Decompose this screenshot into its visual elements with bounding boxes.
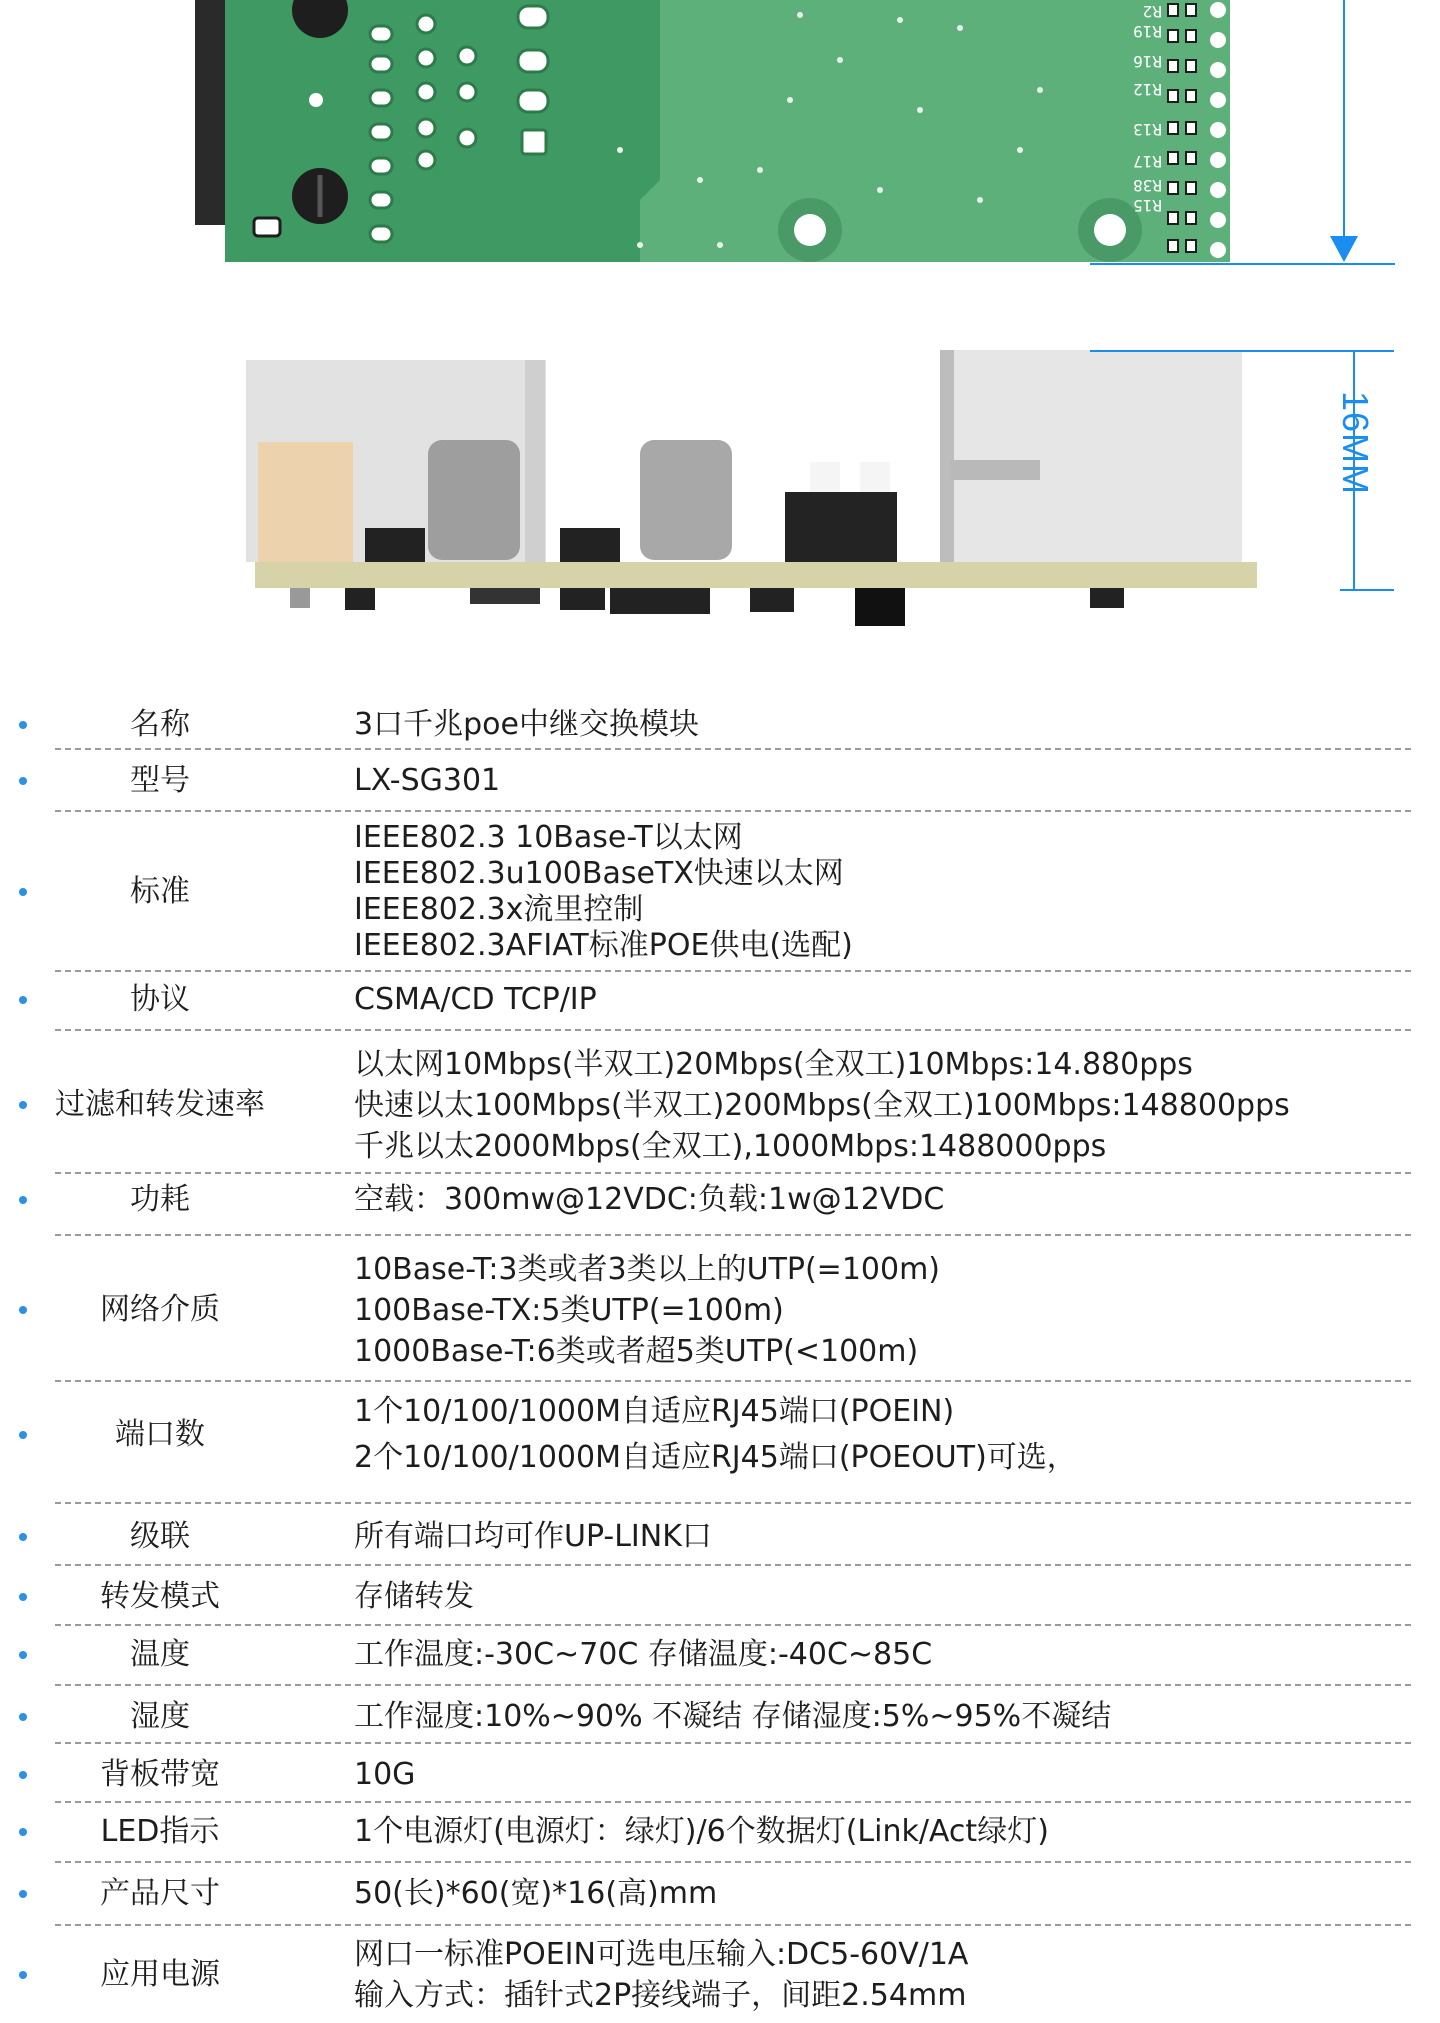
spec-value-line: 以太网10Mbps(半双工)20Mbps(全双工)10Mbps:14.880pps — [354, 1046, 1193, 1082]
row-divider — [55, 1624, 1411, 1626]
row-bullet — [19, 1971, 27, 1979]
spec-value — [354, 1182, 1420, 1218]
row-divider — [55, 1234, 1411, 1236]
row-bullet — [19, 1533, 27, 1541]
row-divider — [55, 1502, 1411, 1504]
spec-value-line: 工作温度:-30C~70C 存储温度:-40C~85C — [354, 1637, 933, 1672]
spec-label: 过滤和转发速率 — [55, 1087, 265, 1122]
spec-value-line: IEEE802.3AFIAT标准POE供电(选配) — [354, 928, 853, 963]
spec-value — [354, 820, 1420, 964]
spec-value — [354, 763, 1420, 799]
spec-value-line: 所有端口均可作UP-LINK口 — [354, 1519, 712, 1554]
spec-label: 网络介质 — [100, 1292, 220, 1327]
spec-label: LED指示 — [100, 1814, 220, 1849]
silk-r38: R38 — [1133, 176, 1162, 195]
spec-value-line: IEEE802.3x流里控制 — [354, 892, 644, 927]
spec-value-line: 快速以太100Mbps(半双工)200Mbps(全双工)100Mbps:148800pps — [354, 1087, 1290, 1123]
row-divider — [55, 810, 1411, 812]
spec-value-line: IEEE802.3u100BaseTX快速以太网 — [354, 856, 844, 891]
spec-value-line: 10G — [354, 1757, 416, 1792]
spec-label: 转发模式 — [100, 1579, 220, 1614]
spec-value — [354, 982, 1420, 1018]
spec-label: 型号 — [130, 763, 190, 798]
spec-value-line: 输入方式：插针式2P接线端子，间距2.54mm — [354, 1978, 967, 2013]
row-divider — [55, 1684, 1411, 1686]
spec-value — [354, 1579, 1420, 1615]
spec-value — [354, 1814, 1420, 1850]
spec-value-line: 千兆以太2000Mbps(全双工),1000Mbps:1488000pps — [354, 1128, 1107, 1164]
spec-value-line: 3口千兆poe中继交换模块 — [354, 707, 699, 742]
row-bullet — [19, 1651, 27, 1659]
spec-value-line: 工作湿度:10%~90% 不凝结 存储湿度:5%~95%不凝结 — [354, 1699, 1112, 1734]
spec-value — [354, 1934, 1420, 2016]
row-divider — [55, 1861, 1411, 1863]
height-dimension-label: 16MM — [1335, 391, 1376, 496]
spec-value-line: 1000Base-T:6类或者超5类UTP(<100m) — [354, 1333, 919, 1369]
row-divider — [55, 1172, 1411, 1174]
silk-r15: R15 — [1133, 196, 1162, 215]
spec-value — [354, 1389, 1420, 1481]
row-divider — [55, 1924, 1411, 1926]
spec-label: 级联 — [130, 1519, 190, 1554]
arrow-down-icon — [1330, 236, 1358, 262]
spec-label: 协议 — [130, 982, 190, 1017]
spec-label: 背板带宽 — [100, 1757, 220, 1792]
silk-r16: R16 — [1133, 52, 1162, 71]
spec-value — [354, 1757, 1420, 1793]
spec-value — [354, 1044, 1420, 1167]
spec-value-line: 100Base-TX:5类UTP(=100m) — [354, 1292, 784, 1328]
spec-label: 湿度 — [130, 1699, 190, 1734]
spec-value-line: 50(长)*60(宽)*16(高)mm — [354, 1876, 718, 1911]
spec-value-line: 网口一标准POEIN可选电压输入:DC5-60V/1A — [354, 1937, 969, 1972]
row-divider — [55, 1801, 1411, 1803]
row-bullet — [19, 1828, 27, 1836]
spec-label: 产品尺寸 — [100, 1876, 220, 1911]
spec-value — [354, 1637, 1420, 1673]
spec-label: 名称 — [130, 707, 190, 742]
row-bullet — [19, 1771, 27, 1779]
spec-value — [354, 1519, 1420, 1555]
spec-value — [354, 707, 1420, 743]
spec-value-line: LX-SG301 — [354, 763, 501, 798]
spec-label: 端口数 — [115, 1417, 205, 1452]
row-divider — [55, 1564, 1411, 1566]
spec-label: 应用电源 — [100, 1957, 220, 1992]
spec-value-line: 存储转发 — [354, 1579, 474, 1614]
row-divider — [55, 748, 1411, 750]
row-bullet — [19, 888, 27, 896]
row-divider — [55, 1742, 1411, 1744]
spec-value-line: 空载：300mw@12VDC:负载:1w@12VDC — [354, 1182, 945, 1217]
spec-label: 标准 — [130, 874, 190, 909]
row-bullet — [19, 1431, 27, 1439]
spec-value-line: IEEE802.3 10Base-T以太网 — [354, 820, 743, 855]
row-bullet — [19, 1196, 27, 1204]
spec-value — [354, 1249, 1420, 1372]
silk-r12: R12 — [1133, 80, 1162, 99]
silk-r17: R17 — [1133, 152, 1162, 171]
silk-r19: R19 — [1133, 22, 1162, 41]
spec-value-line: 10Base-T:3类或者3类以上的UTP(=100m) — [354, 1251, 941, 1287]
row-bullet — [19, 1713, 27, 1721]
pcb-top-view — [195, 0, 1230, 262]
spec-value-line: 2个10/100/1000M自适应RJ45端口(POEOUT)可选， — [354, 1440, 1077, 1475]
product-illustration — [0, 0, 1440, 640]
spec-value-line: CSMA/CD TCP/IP — [354, 982, 597, 1017]
silk-r13: R13 — [1133, 120, 1162, 139]
row-divider — [55, 970, 1411, 972]
spec-label: 功耗 — [130, 1182, 190, 1217]
silk-r2: R2 — [1142, 2, 1162, 21]
row-bullet — [19, 1101, 27, 1109]
spec-value — [354, 1876, 1420, 1912]
row-bullet — [19, 1890, 27, 1898]
spec-value-line: 1个10/100/1000M自适应RJ45端口(POEIN) — [354, 1394, 955, 1429]
row-bullet — [19, 1306, 27, 1314]
row-bullet — [19, 1593, 27, 1601]
spec-value — [354, 1699, 1420, 1735]
spec-label: 温度 — [130, 1637, 190, 1672]
row-divider — [55, 1380, 1411, 1382]
row-divider — [55, 1029, 1411, 1031]
pcb-side-view — [246, 350, 1257, 626]
row-bullet — [19, 777, 27, 785]
spec-value-line: 1个电源灯(电源灯：绿灯)/6个数据灯(Link/Act绿灯) — [354, 1814, 1049, 1849]
row-bullet — [19, 721, 27, 729]
row-bullet — [19, 996, 27, 1004]
